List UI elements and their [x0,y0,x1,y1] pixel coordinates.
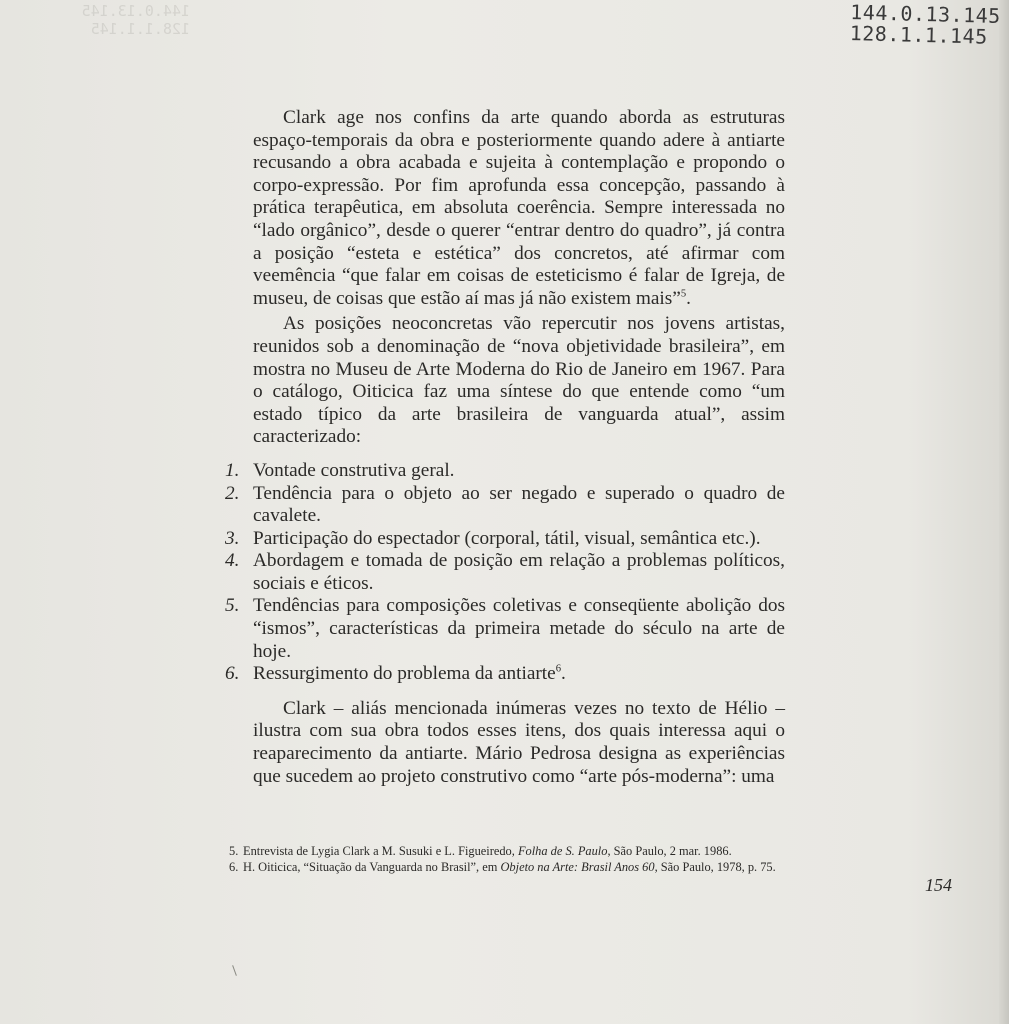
list-item: 4. Abordagem e tomada de posição em relação a problemas políticos, sociais e éticos. [225,550,785,594]
list-item: 1. Vontade construtiva geral. [225,459,455,481]
show-through-stamp: 144.0.13.145 128.1.1.145 [81,2,190,38]
paper-speck [232,965,237,976]
numbered-list [225,459,785,686]
footnote-ref: 5 [680,288,687,300]
page-number: 154 [925,875,952,895]
paragraph: Clark – aliás mencionada inúmeras vezes no texto de Hélio – ilustra com sua obra todos esses itens, dos quais interessa aqui o reaparecimento da antiarte. Mário Pedrosa designa as experiências que sucedem ao projeto construtivo como “arte pós-moderna”: uma [253,697,785,787]
handwritten-inventory-number: 144.0.13.145 128.1.1.145 [849,0,1002,49]
footnotes [229,844,789,876]
list-item: 6. Ressurgimento do problema da antiarte$^6$. [225,663,566,685]
list-item: 5. Tendências para composições coletivas e conseqüente abolição dos “ismos”, características da primeira metade do século na arte de hoje. [225,595,785,662]
list-item: 2. Tendência para o objeto ao ser negado e superado o quadro de cavalete. [225,482,785,527]
footnote: 6. H. Oiticica, “Situação da Vanguarda no Brasil”, em Objeto na Arte: Brasil Anos 60, São Paulo, 1978, p. 75. [229,859,776,874]
paragraph: Clark age nos confins da arte quando aborda as estruturas espaço-temporais da obra e posteriormente quando adere à antiarte recusando a obra acabada e sujeita à contemplação e propondo o corpo-expressão. Por fim aprofunda essa concepção, passando à prática terapêutica, em absoluta coerência. Sempre interessada no “lado orgânico”, desde o querer “entrar dentro do quadro”, já contra a posição “esteta e estética” dos concretos, até afirmar com veemência “que falar em coisas de esteticismo é falar de Igreja, de museu, de coisas que estão aí mas já não existem mais”$^5$. [253,107,785,309]
paragraph: As posições neoconcretas vão repercutir nos jovens artistas, reunidos sob a denominação de “nova objetividade brasileira”, em mostra no Museu de Arte Moderna do Rio de Janeiro em 1967. Para o catálogo, Oiticica faz uma síntese do que entende como “um estado típico da arte brasileira de vanguarda atual”, assim caracterizado: [253,313,785,448]
footnote-ref: 6 [555,663,562,675]
page-edge-shadow [999,0,1009,1024]
list-item: 3. Participação do espectador (corporal, tátil, visual, semântica etc.). [225,527,761,549]
footnote: 5. Entrevista de Lygia Clark a M. Susuki e L. Figueiredo, Folha de S. Paulo, São Paulo, 2 mar. 1986. [229,844,732,858]
main-text [225,107,785,788]
